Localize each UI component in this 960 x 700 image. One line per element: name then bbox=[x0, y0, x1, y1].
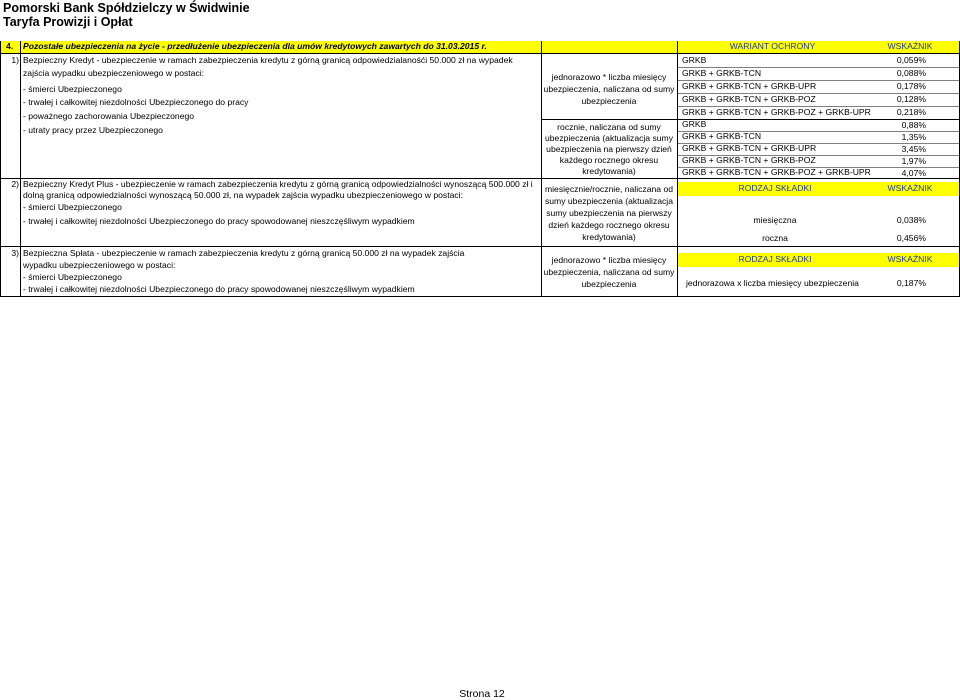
divider bbox=[678, 93, 959, 94]
item2-col-rodzaj: RODZAJ SKŁADKI bbox=[738, 183, 812, 193]
item2-number: 2) bbox=[11, 179, 19, 189]
variant-rate: 0,088% bbox=[896, 68, 926, 78]
item1-payment-a: ubezpieczenia bbox=[581, 96, 637, 106]
variant-name: GRKB + GRKB-TCN + GRKB-POZ + GRKB-UPR bbox=[682, 167, 871, 177]
bank-name: Pomorski Bank Spółdzielczy w Świdwinie bbox=[3, 1, 250, 15]
premium-rate: 0,038% bbox=[896, 215, 926, 225]
item1-risk: - poważnego zachorowania Ubezpieczonego bbox=[23, 111, 195, 121]
divider bbox=[678, 143, 959, 144]
item1-risk: - trwałej i całkowitej niezdolności Ubezpieczonego do pracy bbox=[23, 97, 249, 107]
item2-desc-line1: Bezpieczny Kredyt Plus - ubezpieczenie w ramach zabezpieczenia kredytu z górną granicą odpowiedzialności wynoszącą 500.000 zł i bbox=[23, 179, 533, 189]
item3-col-rodzaj: RODZAJ SKŁADKI bbox=[738, 254, 812, 264]
variant-rate: 0,218% bbox=[896, 107, 926, 117]
item2-risk: - śmierci Ubezpieczonego bbox=[23, 202, 122, 212]
item3-col-wskaznik: WSKAŹNIK bbox=[887, 254, 933, 264]
divider bbox=[678, 80, 959, 81]
item3-number: 3) bbox=[11, 248, 19, 258]
item2-risk: - trwałej i całkowitej niezdolności Ubezpieczonego do pracy spowodowanej nieszczęśliwym wypadkiem bbox=[23, 216, 415, 226]
frame-num-col bbox=[20, 41, 21, 297]
item2-col-wskaznik: WSKAŹNIK bbox=[887, 183, 933, 193]
premium-type: jednorazowa x liczba miesięcy ubezpieczenia bbox=[686, 278, 859, 288]
item1-payment-b: każdego rocznego okresu bbox=[559, 155, 659, 165]
premium-type: roczna bbox=[762, 233, 788, 243]
frame-left bbox=[0, 41, 1, 297]
variant-name: GRKB + GRKB-TCN + GRKB-POZ bbox=[682, 155, 816, 165]
item1-risk: - śmierci Ubezpieczonego bbox=[23, 84, 122, 94]
variant-name: GRKB + GRKB-TCN bbox=[682, 131, 762, 141]
divider bbox=[678, 155, 959, 156]
item3-desc-line1: Bezpieczna Spłata - ubezpieczenie w ramach zabezpieczenia kredytu z górną granicą 50.000 zł na wypadek zajścia bbox=[23, 248, 465, 258]
premium-type: miesięczna bbox=[753, 215, 797, 225]
variant-name: GRKB bbox=[682, 55, 707, 65]
item3-payment: jednorazowo * liczba miesięcy bbox=[551, 255, 667, 265]
document-title: Taryfa Prowizji i Opłat bbox=[3, 15, 133, 29]
item2-payment: sumy ubezpieczenia na pierwszy bbox=[546, 208, 672, 218]
page-number: Strona 12 bbox=[459, 688, 505, 700]
item1-number: 1) bbox=[11, 55, 19, 65]
item1-payment-b: ubezpieczenia na pierwszy dzień bbox=[546, 144, 672, 154]
variant-name: GRKB + GRKB-TCN bbox=[682, 68, 762, 78]
item2-payment: miesięcznie/rocznie, naliczana od bbox=[544, 184, 674, 194]
section-title: Pozostałe ubezpieczenia na życie - przedłużenie ubezpieczenia dla umów kredytowych zawartych do 31.03.2015 r. bbox=[23, 41, 487, 51]
variant-rate: 0,059% bbox=[896, 55, 926, 65]
divider bbox=[0, 53, 960, 54]
variant-rate: 1,35% bbox=[901, 132, 926, 142]
divider bbox=[678, 167, 959, 168]
item1-payment-b: ubezpieczenia (aktualizacja sumy bbox=[544, 133, 674, 143]
variant-name: GRKB bbox=[682, 119, 707, 129]
col-header-wariant: WARIANT OCHRONY bbox=[729, 41, 816, 51]
col-header-wskaznik: WSKAŹNIK bbox=[887, 41, 933, 51]
section-number: 4. bbox=[6, 41, 14, 51]
divider bbox=[678, 67, 959, 68]
item1-payment-a: ubezpieczenia, naliczana od sumy bbox=[543, 84, 675, 94]
variant-name: GRKB + GRKB-TCN + GRKB-POZ + GRKB-UPR bbox=[682, 107, 871, 117]
item3-risk: - trwałej i całkowitej niezdolności Ubezpieczonego do pracy spowodowanej nieszczęśliwym wypadkiem bbox=[23, 284, 415, 294]
variant-name: GRKB + GRKB-TCN + GRKB-UPR bbox=[682, 143, 817, 153]
variant-name: GRKB + GRKB-TCN + GRKB-POZ bbox=[682, 94, 816, 104]
variant-rate: 1,97% bbox=[901, 156, 926, 166]
item3-payment: ubezpieczenia bbox=[581, 279, 637, 289]
item3-payment: ubezpieczenia, naliczana od sumy bbox=[543, 267, 675, 277]
variant-rate: 0,88% bbox=[901, 120, 926, 130]
premium-rate: 0,456% bbox=[896, 233, 926, 243]
divider bbox=[678, 131, 959, 132]
variant-rate: 3,45% bbox=[901, 144, 926, 154]
item2-payment: sumy ubezpieczenia (aktualizacja bbox=[544, 196, 674, 206]
divider bbox=[678, 106, 959, 107]
item1-desc-line1: Bezpieczny Kredyt - ubezpieczenie w ramach zabezpieczenia kredytu z górną granicą odpowiedzialanośći 50.000 zł na wypadek bbox=[23, 55, 513, 65]
item1-desc-line2: zajścia wypadku ubezpieczeniowego w postaci: bbox=[23, 68, 205, 78]
item3-risk: - śmierci Ubezpieczonego bbox=[23, 272, 122, 282]
item1-payment-b: rocznie, naliczana od sumy bbox=[557, 122, 661, 132]
variant-name: GRKB + GRKB-TCN + GRKB-UPR bbox=[682, 81, 817, 91]
variant-rate: 0,178% bbox=[896, 81, 926, 91]
item2-payment: kredytowania) bbox=[582, 232, 636, 242]
item1-payment-b: kredytowania) bbox=[582, 166, 636, 176]
divider bbox=[541, 119, 960, 120]
item2-payment: dzień każdego rocznego okresu bbox=[548, 220, 670, 230]
divider bbox=[0, 246, 960, 247]
item1-risk: - utraty pracy przez Ubezpieczonego bbox=[23, 125, 163, 135]
divider bbox=[0, 296, 960, 297]
variant-rate: 0,128% bbox=[896, 94, 926, 104]
item2-desc-line2: dolną granicą odpowiedzialności wynoszącą 50.000 zł, na wypadek zajścia wypadku ubezpieczeniowego w postaci: bbox=[23, 190, 463, 200]
premium-rate: 0,187% bbox=[896, 278, 926, 288]
item3-desc-line2: wypadku ubezpieczeniowego w postaci: bbox=[23, 260, 176, 270]
variant-rate: 4,07% bbox=[901, 168, 926, 178]
item1-payment-a: jednorazowo * liczba miesięcy bbox=[551, 72, 667, 82]
